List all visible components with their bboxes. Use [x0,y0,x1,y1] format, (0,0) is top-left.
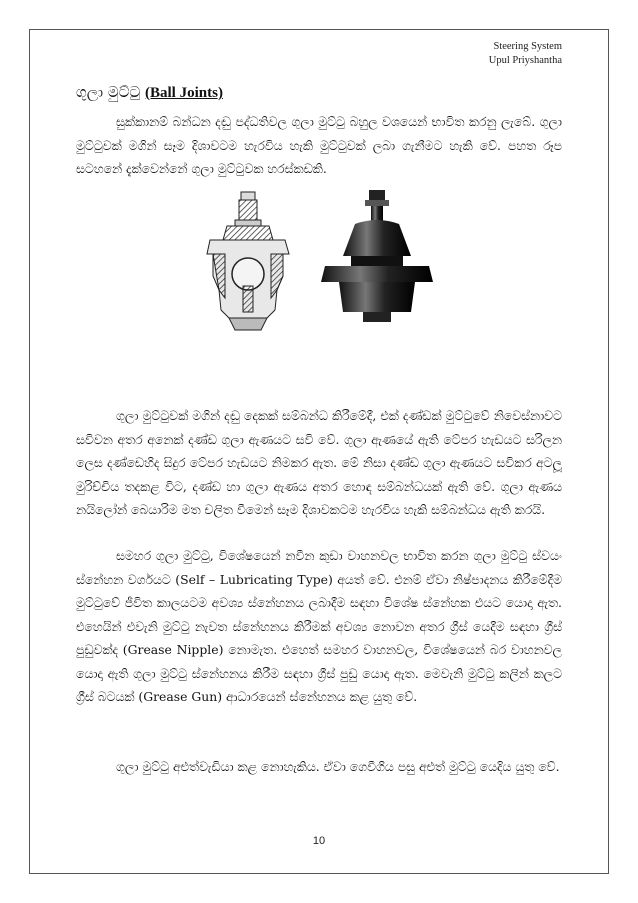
ball-joint-cross-section [207,192,289,330]
page-number: 10 [312,835,326,847]
section-title-english: (Ball Joints) [145,85,223,101]
page-header [489,40,562,68]
header-title: Steering System [493,41,562,52]
section-title-sinhala: ගුලා මුට්ටු [76,83,141,101]
ball-joint-exterior [321,190,433,322]
paragraph-lubrication: සමහර ගුලා මුට්ටු, විශේෂයෙන් නවීන කුඩා වාහනවල භාවිත කරන ගුලා මුට්ටු ස්වයං ස්නේහන වර්ගයට (Self – Lubricating Type) අයත් වේ. එනම් ඒවා නිෂ්පාදනය කිරීමේදීම මුට්ටුවේ ජීවිත කාලයටම අවශ්‍ය ස්නේහනය ලබාදීම සඳහා විශේෂ ස්නේහක එයට යොදා ඇත. එහෙයින් එවැනි මුට්ටු නැවත ස්නේහනය කිරීමක් අවශ්‍ය නොවන අතර ග්‍රීස් යෙදීම සඳහා ග්‍රීස් පුඩුවක්ද (Grease Nipple) නොමැත. එහෙත් සමහර වාහනවල, විශේෂයෙන් බර වාහනවල යොදා ඇති ගුලා මුට්ටු ස්නේහනය කිරීම සඳහා ග්‍රීස් පුඩු යොදා ඇත. මෙවැනි මුට්ටු කලින් කලට ග්‍රීස් බටයක් (Grease Gun) ආධාරයෙන් ස්නේහනය කළ යුතු වේ. [76,548,562,704]
paragraph-repair: ගුලා මුට්ටු අළුත්වැඩියා කළ නොහැකිය. ඒවා ගෙවීගිය පසු අළුත් මුට්ටු යෙදිය යුතු වේ. [116,759,560,774]
section-heading [76,82,223,103]
paragraph-connection: ගුලා මුට්ටුවක් මගින් දඬු දෙකක් සම්බන්ධ කිරීමේදී, එක් දණ්ඩක් මුට්ටුවේ නිවෙස්නාවට සවිවන අතර අනෙක් දණ්ඩ ගුලා ඇණයට සවි වේ. ගුලා ඇණයේ ඇති ටේපර හැඩයට සරිලන ලෙස දණ්ඩෙහිද සිදුර ටේපර හැඩයට නිමකර ඇත. මේ නිසා දණ්ඩ ගුලා ඇණයට සවිකර අටලූ මුරිච්චිය තදකළ විට, දණ්ඩ හා ගුලා ඇණය අතර හොඳ සම්බන්ධයක් ඇති වේ. ගුලා ඇණය නයිලෝන් බෙයාරිම මත චලිත වීමෙන් සෑම දිශාවකටම හැරවිය හැකි සම්බන්ධය ඇති කරයි. [76,408,562,517]
ball-joint-figure [205,190,445,340]
paragraph-intro: සුක්කානම් බන්ධන දඬු පද්ධතිවල ගුලා මුට්ටු බහුල වශයෙන් භාවිත කරනු ලැබේ. ගුලා මුට්ටුවක් මගින් සෑම දිශාවටම හැරවිය හැකි මුට්ටුවක් ලබා ගැනීමට හැකි වේ. පහත රූප සටහනේ දැක්වෙන්නේ ගුලා මුට්ටුවක හරස්කඩකි. [76,114,562,176]
ball-joint-illustration [205,190,445,340]
header-author: Upul Priyshantha [488,55,562,66]
